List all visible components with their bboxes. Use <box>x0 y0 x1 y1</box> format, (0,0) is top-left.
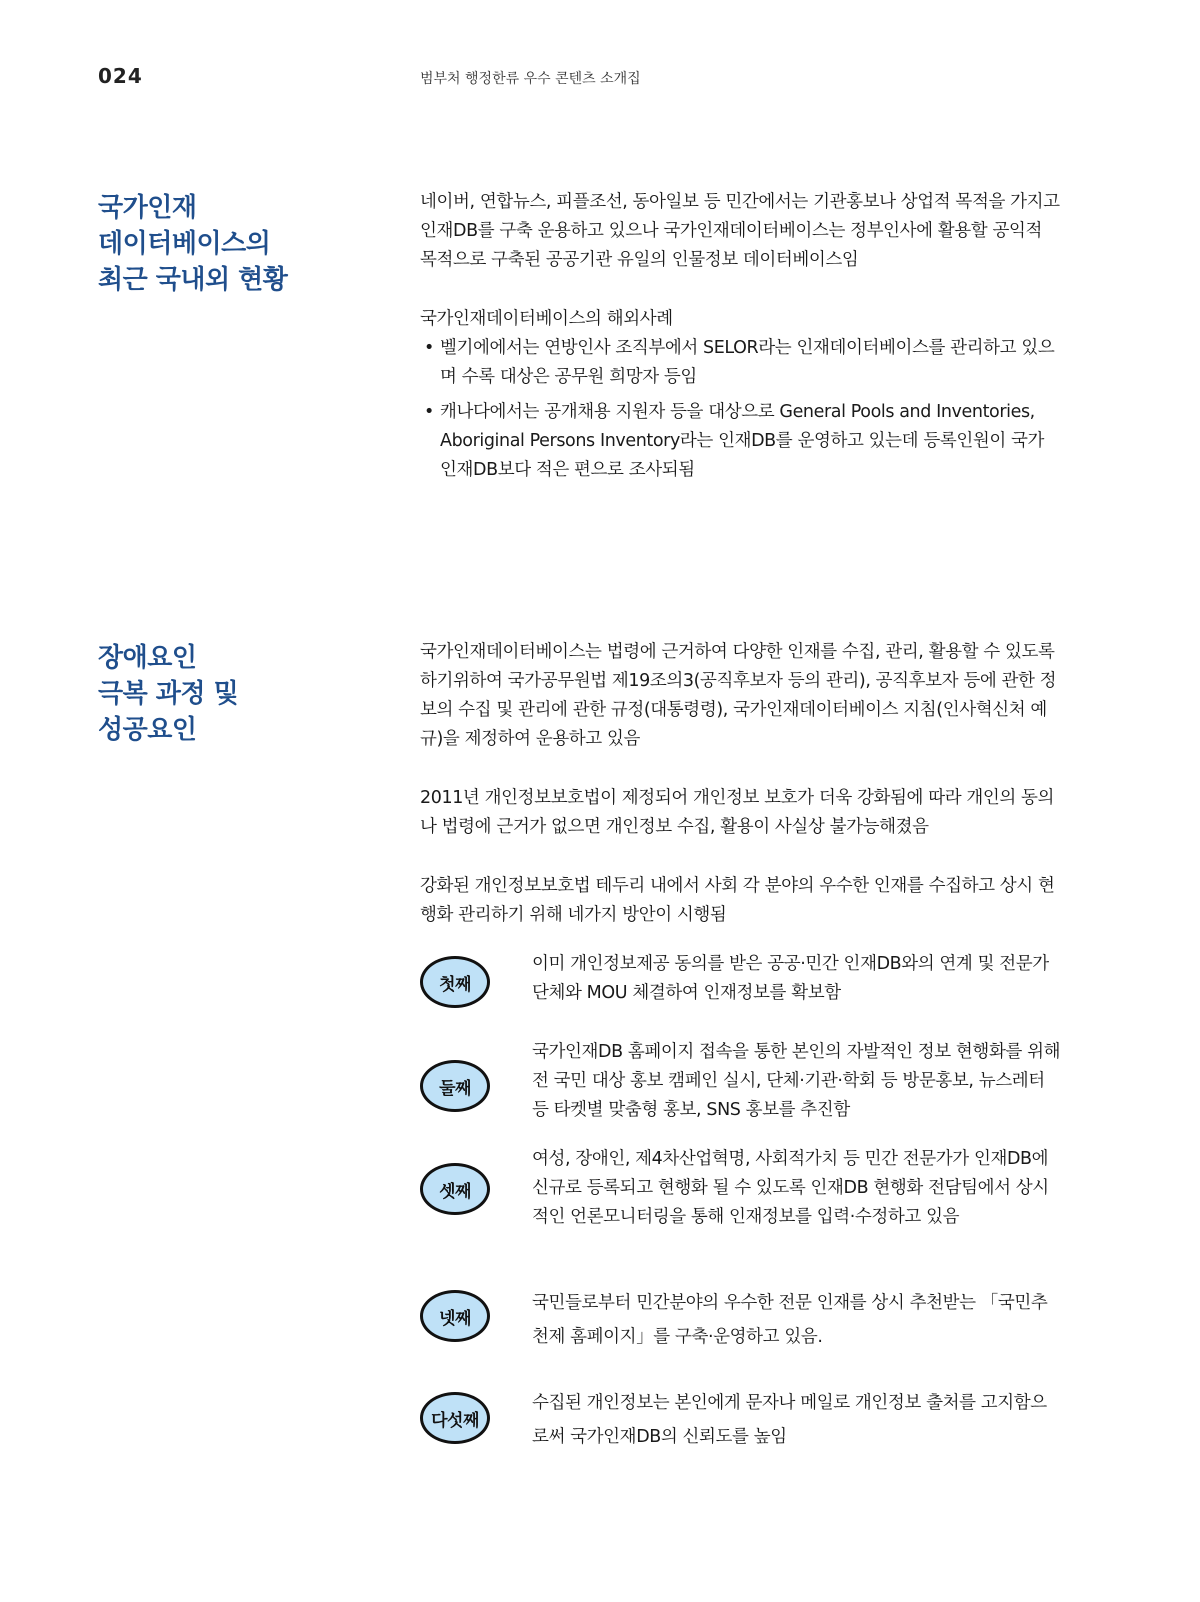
spacer <box>420 842 1060 872</box>
section1-heading-line: 국가인재 <box>98 193 197 223</box>
step-text: 수집된 개인정보는 본인에게 문자나 메일로 개인정보 출처를 고지함으로써 국가인재DB의 신뢰도를 높임 <box>532 1393 1047 1447</box>
section2-paragraph: 2011년 개인정보보호법이 제정되어 개인정보 보호가 더욱 강화됨에 따라 개인의 동의나 법령에 근거가 없으면 개인정보 수집, 활용이 사실상 불가능해졌음 <box>420 788 1055 837</box>
step-badge: 셋째 <box>420 1163 490 1215</box>
page-number: 024 <box>98 64 143 88</box>
step-text: 국가인재DB 홈페이지 접속을 통한 본인의 자발적인 정보 현행화를 위해 전 국민 대상 홍보 캠페인 실시, 단체·기관·학회 등 방문홍보, 뉴스레터 등 타켓별 맞춤형 홍보, SNS 홍보를 추진함 <box>532 1042 1061 1120</box>
step-badge: 넷째 <box>420 1290 490 1342</box>
section1-heading <box>98 190 287 298</box>
section1-heading-line: 데이터베이스의 <box>98 229 271 259</box>
section2-paragraph: 강화된 개인정보보호법 테두리 내에서 사회 각 분야의 우수한 인재를 수집하고 상시 현행화 관리하기 위해 네가지 방안이 시행됨 <box>420 876 1055 925</box>
step-badge: 다섯째 <box>420 1392 490 1444</box>
section2-heading-line: 장애요인 <box>98 643 197 673</box>
step-badge: 첫째 <box>420 956 490 1008</box>
running-title: 범부처 행정한류 우수 콘텐츠 소개집 <box>420 71 641 87</box>
step-text: 이미 개인정보제공 동의를 받은 공공·민간 인재DB와의 연계 및 전문가단체와 MOU 체결하여 인재정보를 확보함 <box>532 954 1049 1003</box>
section2-heading-line: 극복 과정 및 <box>98 679 239 709</box>
step-text: 여성, 장애인, 제4차산업혁명, 사회적가치 등 민간 전문가가 인재DB에 신규로 등록되고 현행화 될 수 있도록 인재DB 현행화 전담팀에서 상시적인 언론모니터링을 통해 인재정보를 입력·수정하고 있음 <box>532 1149 1049 1227</box>
bullet-text: 캐나다에서는 공개채용 지원자 등을 대상으로 General Pools and Inventories, Aboriginal Persons Inventory라는 인재DB를 운영하고 있는데 등록인원이 국가인재DB보다 적은 편으로 조사되됨 <box>440 402 1045 480</box>
section2-heading <box>98 640 238 748</box>
section1-heading-line: 최근 국내외 현황 <box>98 265 288 295</box>
section1-paragraph: 네이버, 연합뉴스, 피플조선, 동아일보 등 민간에서는 기관홍보나 상업적 목적을 가지고 인재DB를 구축 운용하고 있으나 국가인재데이터베이스는 정부인사에 활용할 공익적 목적으로 구축된 공공기관 유일의 인물정보 데이터베이스임 <box>420 192 1060 270</box>
list-item <box>420 334 1060 392</box>
spacer <box>420 275 1060 305</box>
bullet-icon: • <box>424 338 434 358</box>
section2-heading-line: 성공요인 <box>98 715 197 745</box>
bullet-text: 벨기에에서는 연방인사 조직부에서 SELOR라는 인재데이터베이스를 관리하고 있으며 수록 대상은 공무원 희망자 등임 <box>440 338 1055 387</box>
section1-body <box>420 188 1060 491</box>
step-badge: 둘째 <box>420 1060 490 1112</box>
spacer <box>420 754 1060 784</box>
list-item <box>420 398 1060 485</box>
section2-body <box>420 638 1060 930</box>
section2-paragraph: 국가인재데이터베이스는 법령에 근거하여 다양한 인재를 수집, 관리, 활용할 수 있도록 하기위하여 국가공무원법 제19조의3(공직후보자 등의 관리), 공직후보자 등에 관한 정보의 수집 및 관리에 관한 규정(대통령령), 국가인재데이터베이스 지침(인사혁신처 예규)을 제정하여 운용하고 있음 <box>420 642 1057 749</box>
section1-subheading: 국가인재데이터베이스의 해외사례 <box>420 309 673 329</box>
bullet-icon: • <box>424 402 434 422</box>
step-text: 국민들로부터 민간분야의 우수한 전문 인재를 상시 추천받는 「국민추천제 홈페이지」를 구축·운영하고 있음. <box>532 1293 1048 1347</box>
